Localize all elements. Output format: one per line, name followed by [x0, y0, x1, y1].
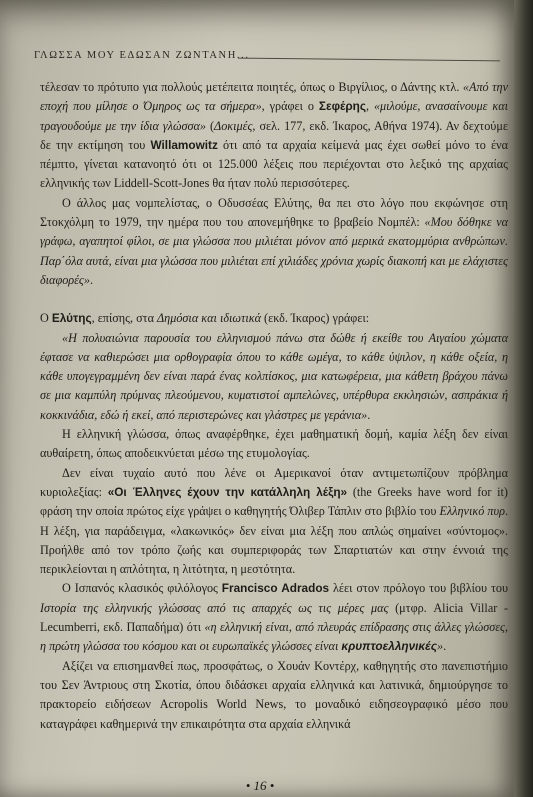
paragraph: [40, 309, 508, 328]
text-run: Η ελληνική γλώσσα, όπως αναφέρθηκε, έχει μαθηματική δομή, καμία λέξη δεν είναι αυθαίρετη, όπως αποδεικνύεται μέσω της ετυμολογίας.: [40, 427, 508, 461]
text-run: λέει στον πρόλογο του βιβλίου του: [329, 581, 508, 596]
text-run: , γράφει ο: [261, 99, 319, 114]
paragraph-gap: [40, 290, 508, 309]
paragraph: [40, 579, 508, 656]
italic-text: Ελληνικό πυρ: [439, 504, 505, 519]
bold-text: «Οι Έλληνες έχουν την κατάλληλη λέξη»: [107, 484, 348, 499]
bold-text: Ελύτης: [51, 311, 92, 326]
text-run: , επίσης, στα: [91, 311, 158, 326]
italic-text: »: [437, 639, 444, 654]
text-run: . Η λέξη, για παράδειγμα, «λακωνικός» δεν είναι μια λέξη που απλώς σημαίνει «σύντομος». Προήλθε από τον τρόπο ζωής και συμπεριφοράς των Σπαρτιατών και στην έννοιά της περικλείονται η απλότητα, η λιτότητα, η μεστότητα.: [40, 504, 509, 577]
text-run: Ο: [40, 311, 52, 326]
bold-text: Willamowitz: [150, 137, 218, 152]
paragraph: [40, 194, 508, 290]
bold-text: κρυπτοελληνικές: [341, 639, 438, 654]
text-run: (: [206, 118, 215, 133]
paragraph: [40, 329, 508, 425]
italic-text: Ιστορία της ελληνικής γλώσσας από τις απαρχές ως τις μέρες μας: [40, 600, 389, 615]
book-spine-shadow: [514, 0, 533, 797]
body-text: [40, 78, 508, 734]
italic-text: Δημόσια και ιδιωτικά: [157, 311, 261, 326]
page-number: • 16 •: [245, 778, 275, 793]
text-run: Αξίζει να επισημανθεί πως, προσφάτως, ο Χουάν Κοντέρχ, καθηγητής στο πανεπιστήμιο του Σεν Άντριους στη Σκοτία, όπου διδάσκει αρχαία ελληνικά και λατινικά, δημιούργησε το πρακτορείο ειδήσεων Acropolis World News, το μοναδικό ειδησεογραφικό μέσο που καταγράφει καθημερινά την επικαιρότητα στα αρχαία ελληνικά: [40, 658, 508, 731]
text-run: (μτφρ. Alicia Villar - Lecumberri, εκδ. Παπαδήμα) ότι: [40, 600, 509, 635]
text-run: ότι από τα αρχαία κείμενά μας έχει σωθεί μόνο το ένα πέμπτο, γίνεται κατανοητό ότι οι 125.000 λέξεις που περιέχονται στο λεξικό της αρχαίας ελληνικής των Liddell-Scott-Jones θα ήταν πολύ περισσότερες.: [40, 137, 508, 191]
text-run: (εκδ. Ίκαρος) γράφει:: [260, 311, 370, 326]
italic-text: «Από την εποχή που μίλησε ο Όμηρος ως τα σήμερα»: [40, 80, 508, 114]
paragraph: [40, 657, 508, 734]
text-run: Ο άλλος μας νομπελίστας, ο Οδυσσέας Ελύτης, θα πει στο λόγο που εκφώνησε στη Στοκχόλμη το 1979, την ημέρα που του απονεμήθηκε το βραβείο Νομπέλ:: [40, 195, 508, 230]
header-rule: [238, 58, 500, 62]
text-run: .: [89, 272, 94, 287]
text-run: τέλεσαν το πρότυπο για πολλούς μετέπειτα ποιητές, όπως ο Βιργίλιος, ο Δάντης κτλ.: [40, 80, 463, 94]
italic-text: «μιλούμε, ανασαίνουμε και τραγουδούμε με την ίδια γλώσσα»: [40, 99, 508, 133]
text-run: .: [443, 639, 447, 654]
paragraph: [40, 78, 508, 194]
italic-text: Δοκιμές: [214, 118, 253, 133]
text-run: Ο Ισπανός κλασικός φιλόλογος: [62, 581, 222, 596]
text-run: , σελ. 177, εκδ. Ίκαρος, Αθήνα 1974). Αν δεχτούμε δε την εκτίμηση του: [40, 118, 508, 152]
bold-text: Francisco Adrados: [221, 581, 330, 596]
paragraph: [40, 425, 508, 464]
text-run: ,: [365, 99, 374, 114]
bold-text: Σεφέρης: [318, 99, 366, 114]
paragraph: [40, 464, 508, 580]
italic-text: «Μου δόθηκε να γράφω, αγαπητοί φίλοι, σε μια γλώσσα που μιλιέται μόνον από μερικά εκατομμύρια ανθρώπων. Παρ΄όλα αυτά, είναι μια γλώσσα που μιλιέται επί χιλιάδες χρόνια χωρίς διακοπή και με ελάχιστες διαφορές»: [40, 215, 509, 287]
text-run: .: [367, 407, 371, 422]
running-header: ΓΛΩΣΣΑ ΜΟΥ ΕΔΩΣΑΝ ΖΩΝΤΑΝΗ...: [34, 50, 250, 61]
text-run: (the Greeks have word for it) φράση την οποία πρώτος είχε γράψει ο καθηγητής Όλιβερ Τάπλιν στο βιβλίο του: [40, 484, 508, 519]
italic-text: «η ελληνική είναι, από πλευράς επίδρασης στις άλλες γλώσσες, η πρώτη γλώσσα του κόσμου και οι ευρωπαϊκές γλώσσες είναι: [40, 620, 509, 654]
text-run: Δεν είναι τυχαίο αυτό που λένε οι Αμερικανοί όταν αντιμετωπίζουν πρόβλημα κυριολεξίας:: [40, 465, 508, 499]
italic-text: «Η πολυαιώνια παρουσία του ελληνισμού πάνω στα δώθε ή εκείθε του Αιγαίου χώματα έφτασε να καθιερώσει μια ορθογραφία όπου το κάθε ωμέγα, το κάθε ύψιλον, η κάθε οξεία, η κάθε υπογεγραμμένη δεν είναι παρά ένας κολπίσκος, μια κατωφέρεια, μια κάθετη βράχου πάνω σε μια καμπύλη πρύμνας πλεούμενου, κυματιστοί αμπελώνες, υπέρθυρα εκκλησιών, ασπράκια ή κοκκινάδια, εδώ ή εκεί, από περιστερώνες και γλάστρες με γεράνια»: [40, 330, 508, 422]
